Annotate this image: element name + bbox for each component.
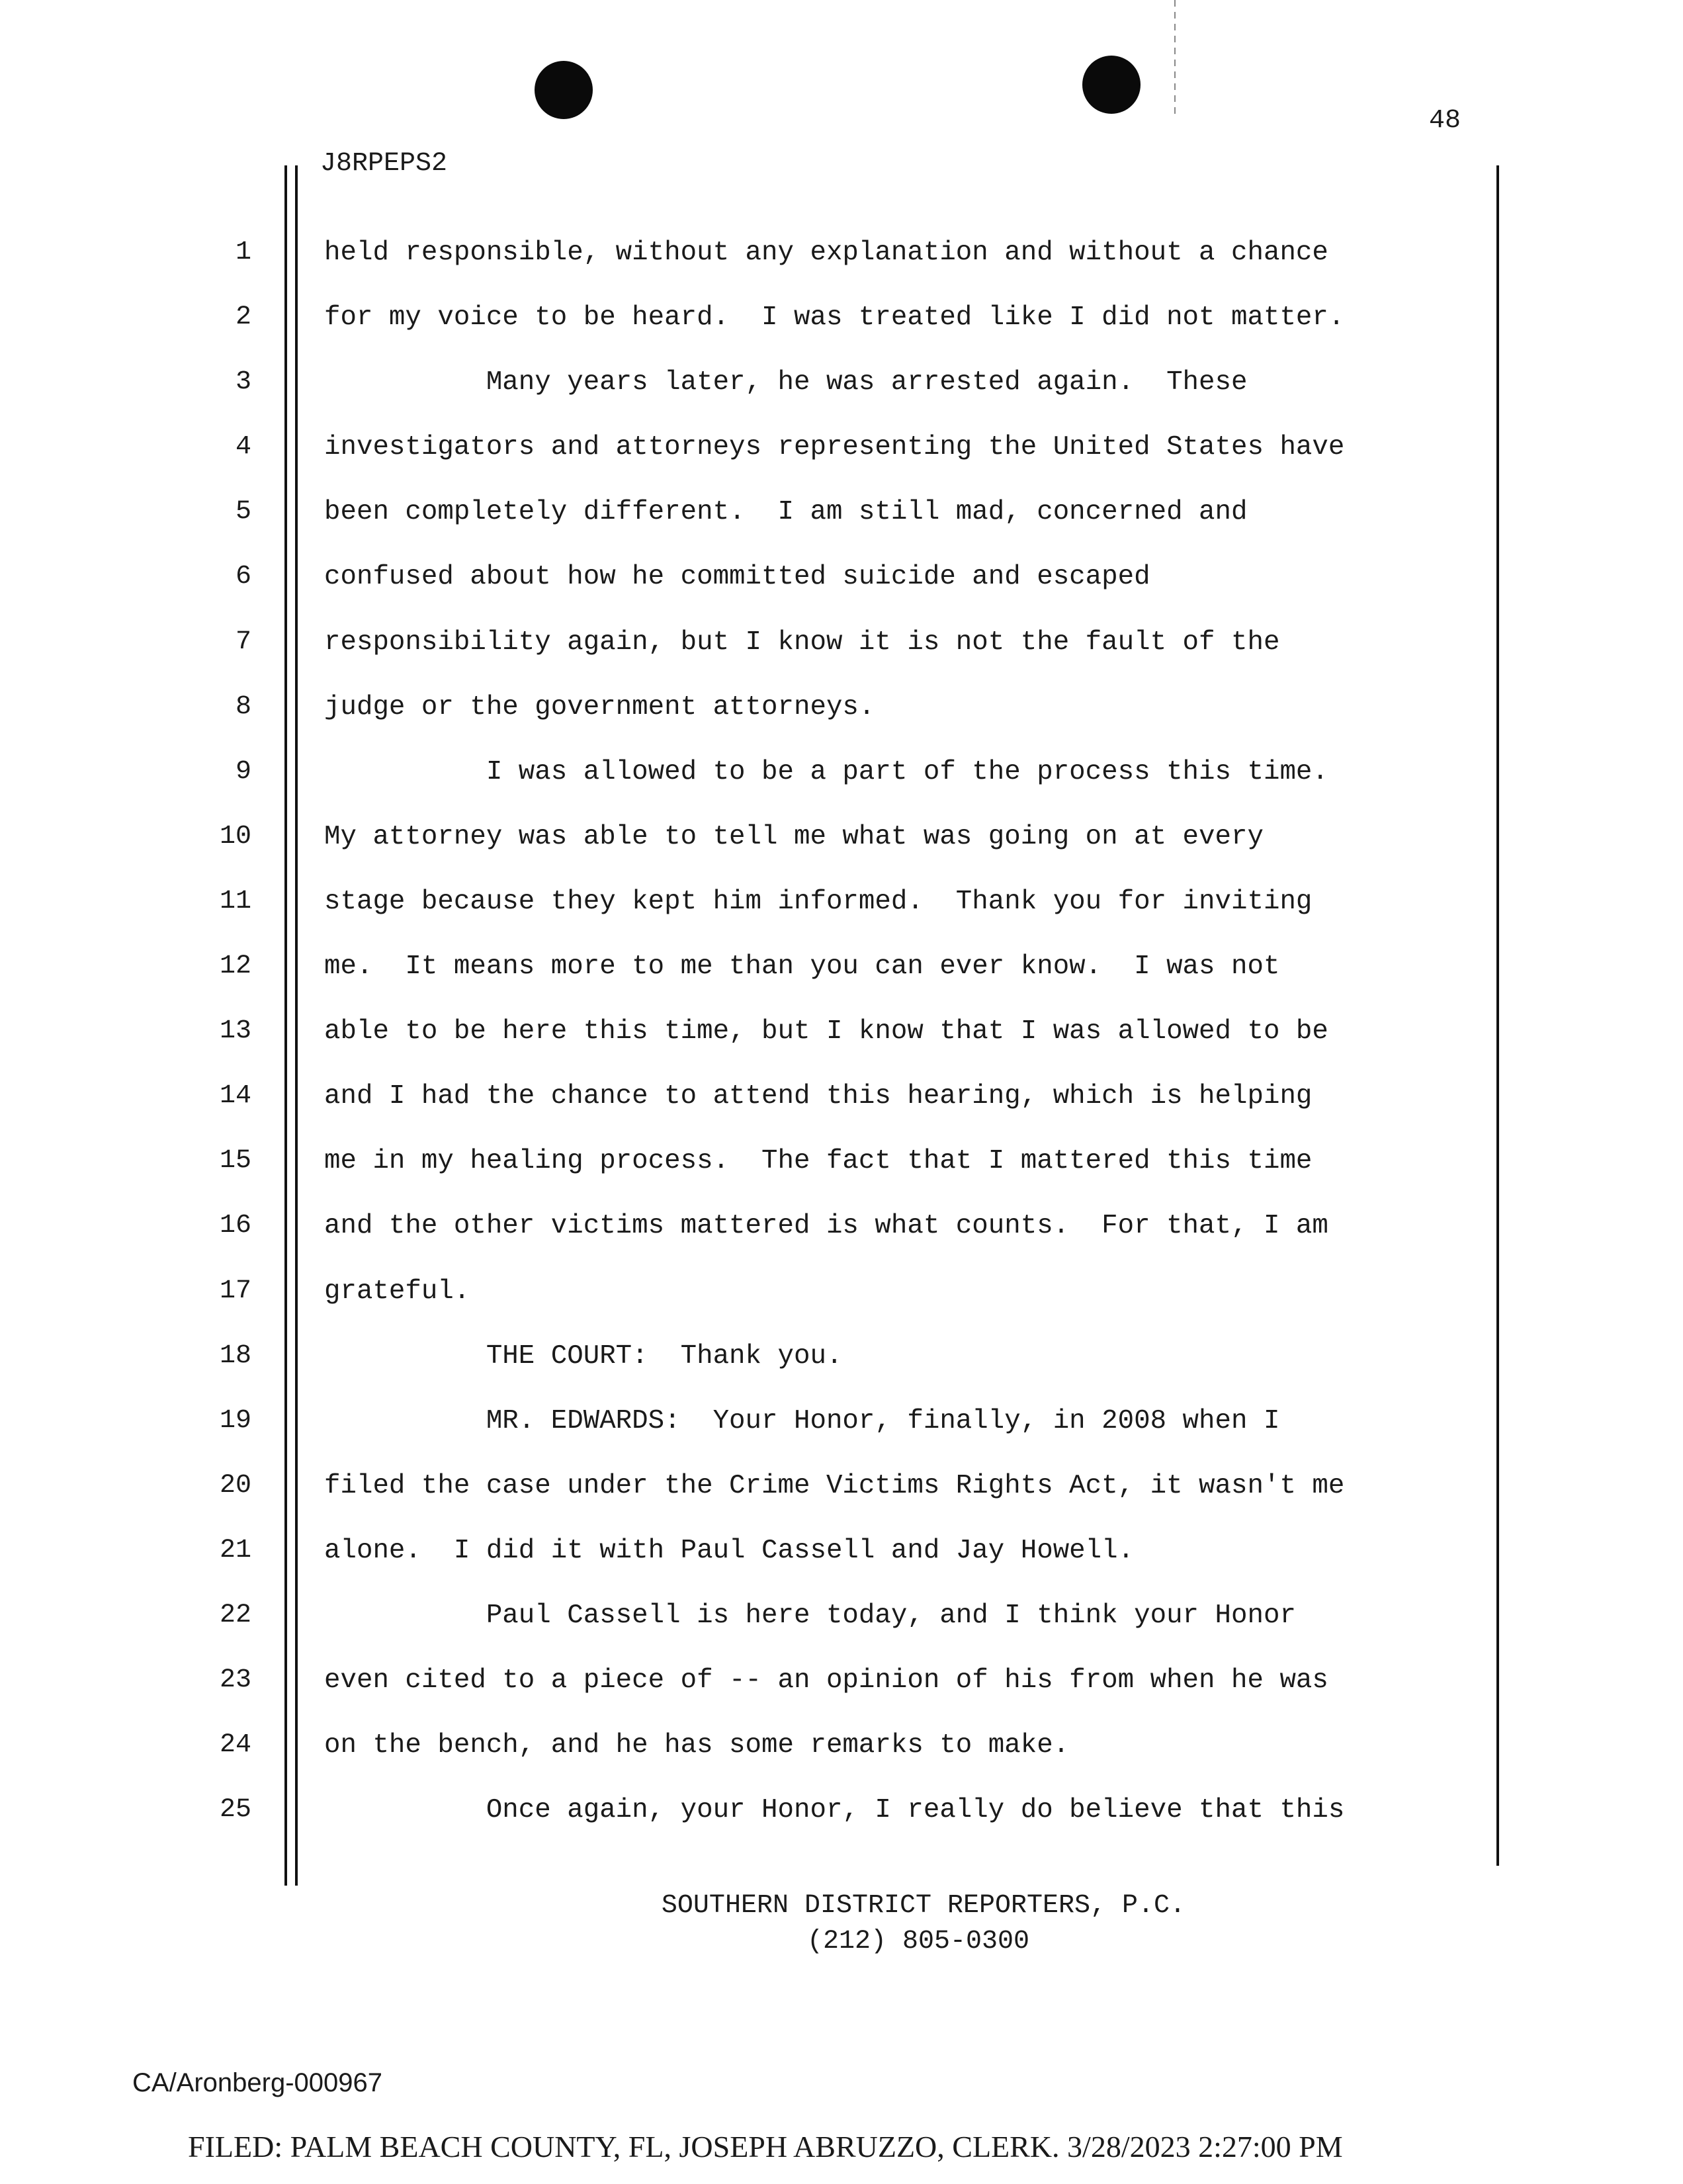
line-text: Once again, your Honor, I really do believe that this (324, 1795, 1345, 1826)
line-text: THE COURT: Thank you. (324, 1340, 843, 1372)
line-number: 6 (235, 562, 251, 592)
reporter-name: SOUTHERN DISTRICT REPORTERS, P.C. (661, 1891, 1186, 1921)
line-number: 11 (219, 886, 251, 916)
line-number: 17 (219, 1276, 251, 1306)
transcript-line (0, 363, 1683, 427)
scan-artifact-line (1174, 0, 1176, 119)
transcript-line (0, 623, 1683, 687)
line-number: 2 (235, 302, 251, 333)
line-text: grateful. (324, 1276, 470, 1307)
line-number: 7 (235, 627, 251, 657)
line-text: able to be here this time, but I know that I was allowed to be (324, 1016, 1328, 1047)
transcript-line (0, 1790, 1683, 1855)
line-number: 4 (235, 432, 251, 462)
transcript-line (0, 298, 1683, 363)
line-number: 16 (219, 1211, 251, 1241)
transcript-line (0, 947, 1683, 1012)
line-number: 25 (219, 1795, 251, 1825)
transcript-line (0, 427, 1683, 492)
line-number: 1 (235, 238, 251, 267)
line-number: 23 (219, 1665, 251, 1696)
transcript-line (0, 817, 1683, 882)
filed-stamp: FILED: PALM BEACH COUNTY, FL, JOSEPH ABRUZZO, CLERK. 3/28/2023 2:27:00 PM (188, 2130, 1343, 2163)
line-number: 10 (219, 821, 251, 852)
line-text: and the other victims mattered is what counts. For that, I am (324, 1211, 1328, 1242)
transcript-line (0, 752, 1683, 817)
punch-hole-right (1082, 56, 1141, 114)
transcript-line (0, 687, 1683, 752)
transcript-line (0, 1141, 1683, 1206)
transcript-line (0, 882, 1683, 947)
page-number: 48 (1429, 106, 1461, 136)
line-text: confused about how he committed suicide and escaped (324, 562, 1150, 593)
transcript-line (0, 492, 1683, 557)
line-number: 12 (219, 951, 251, 982)
line-text: I was allowed to be a part of the process this time. (324, 756, 1328, 787)
line-text: held responsible, without any explanation and without a chance (324, 238, 1328, 268)
transcript-line (0, 1725, 1683, 1790)
line-text: investigators and attorneys representing the United States have (324, 432, 1345, 463)
line-text: Paul Cassell is here today, and I think your Honor (324, 1600, 1296, 1631)
line-number: 21 (219, 1535, 251, 1565)
line-text: me in my healing process. The fact that I mattered this time (324, 1146, 1313, 1177)
line-number: 24 (219, 1730, 251, 1761)
line-number: 9 (235, 756, 251, 787)
reporter-phone: (212) 805-0300 (806, 1927, 1030, 1956)
line-text: on the bench, and he has some remarks to make. (324, 1730, 1070, 1761)
transcript-line (0, 1076, 1683, 1141)
line-number: 19 (219, 1405, 251, 1436)
transcript-lines (0, 233, 1683, 1855)
punch-hole-left (535, 61, 593, 119)
line-number: 8 (235, 691, 251, 722)
transcript-line (0, 557, 1683, 622)
transcript-line (0, 1466, 1683, 1531)
line-text: alone. I did it with Paul Cassell and Jay Howell. (324, 1535, 1135, 1566)
transcript-line (0, 1272, 1683, 1336)
line-text: even cited to a piece of -- an opinion of his from when he was (324, 1665, 1328, 1696)
transcript-line (0, 1206, 1683, 1271)
line-text: for my voice to be heard. I was treated like I did not matter. (324, 302, 1345, 333)
transcript-line (0, 1661, 1683, 1725)
transcript-line (0, 233, 1683, 298)
line-number: 20 (219, 1470, 251, 1501)
bates-number: CA/Aronberg-000967 (132, 2068, 383, 2097)
line-number: 13 (219, 1016, 251, 1047)
line-text: and I had the chance to attend this hearing, which is helping (324, 1081, 1313, 1112)
line-number: 15 (219, 1146, 251, 1176)
line-number: 3 (235, 367, 251, 398)
transcript-line (0, 1596, 1683, 1661)
transcript-line (0, 1401, 1683, 1466)
line-text: me. It means more to me than you can ever know. I was not (324, 951, 1280, 983)
line-text: stage because they kept him informed. Thank you for inviting (324, 886, 1313, 917)
line-text: filed the case under the Crime Victims Rights Act, it wasn't me (324, 1470, 1345, 1501)
document-code: J8RPEPS2 (320, 149, 448, 179)
transcript-line (0, 1012, 1683, 1076)
line-text: Many years later, he was arrested again. These (324, 367, 1248, 398)
line-number: 18 (219, 1340, 251, 1371)
line-text: MR. EDWARDS: Your Honor, finally, in 2008 when I (324, 1405, 1280, 1436)
line-text: My attorney was able to tell me what was going on at every (324, 821, 1264, 852)
line-number: 22 (219, 1600, 251, 1630)
transcript-line (0, 1336, 1683, 1401)
transcript-line (0, 1531, 1683, 1596)
line-text: been completely different. I am still mad, concerned and (324, 497, 1248, 528)
line-text: judge or the government attorneys. (324, 691, 875, 722)
line-number: 5 (235, 497, 251, 527)
line-number: 14 (219, 1081, 251, 1112)
line-text: responsibility again, but I know it is not the fault of the (324, 627, 1280, 658)
